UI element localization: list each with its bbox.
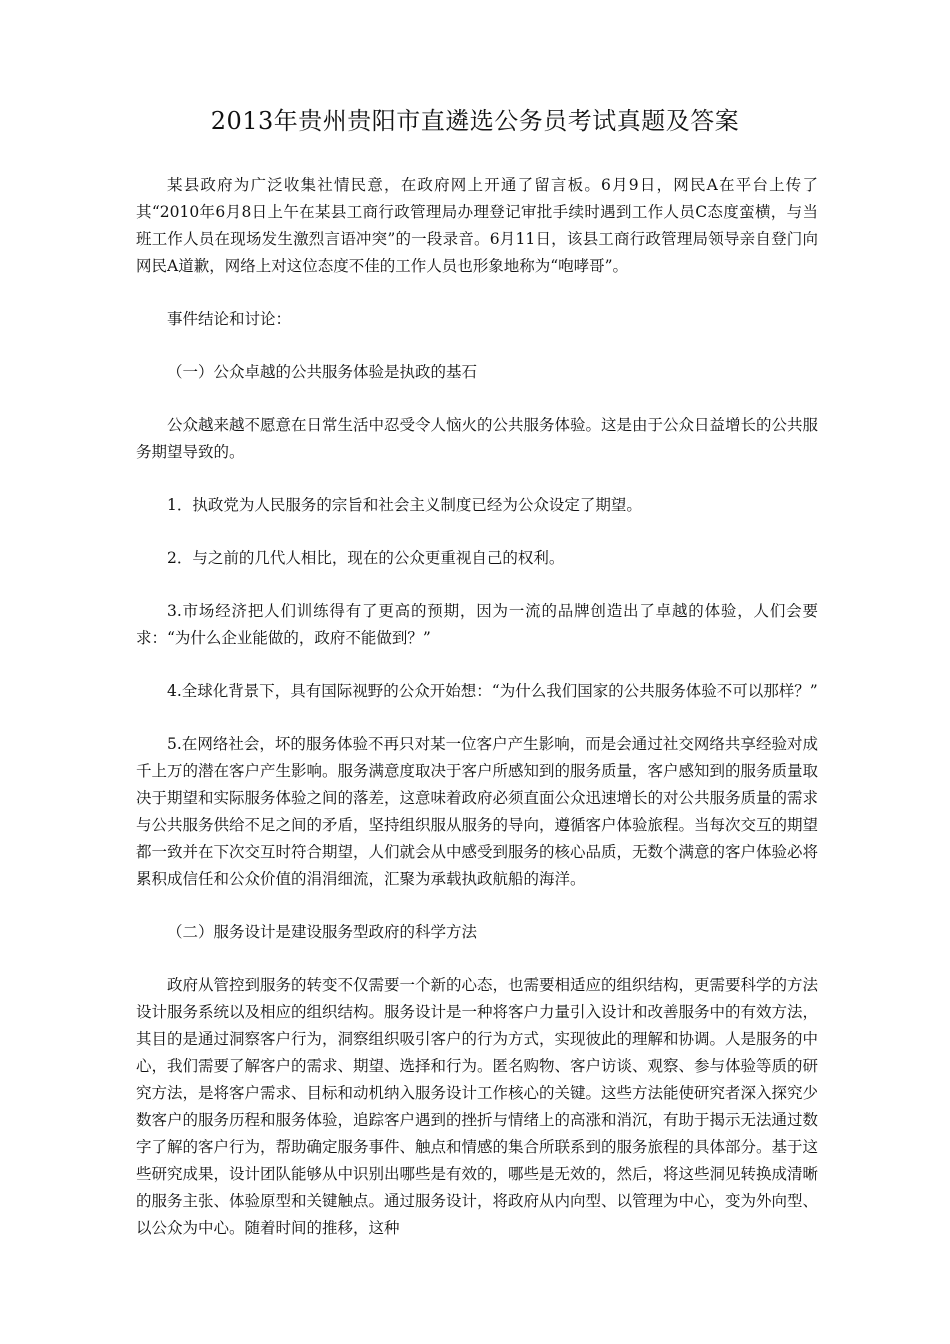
paragraph-gap [136,946,818,972]
paragraph-gap [136,893,818,919]
paragraph-gap [136,519,818,545]
paragraph-gap [136,386,818,412]
section-heading-2: （二）服务设计是建设服务型政府的科学方法 [167,923,478,941]
list-item-1: 1．执政党为人民服务的宗旨和社会主义制度已经为公众设定了期望。 [167,496,642,514]
paragraph-gap [136,466,818,492]
list-item-3: 3.市场经济把人们训练得有了更高的预期，因为一流的品牌创造出了卓越的体验，人们会要求：“为什么企业能做的，政府不能做到？” [136,602,818,647]
paragraph-gap [136,572,818,598]
paragraph-gap [136,280,818,306]
paragraph-gap [136,333,818,359]
list-item-5: 5.在网络社会，坏的服务体验不再只对某一位客户产生影响，而是会通过社交网络共享经验对成千上万的潜在客户产生影响。服务满意度取决于客户所感知到的服务质量，客户感知到的服务质量取决于期望和实际服务体验之间的落差，这意味着政府必须直面公众迅速增长的对公共服务质量的需求与公共服务供给不足之间的矛盾，坚持组织服从服务的导向，遵循客户体验旅程。当每次交互的期望都一致并在下次交互时符合期望，人们就会从中感受到服务的核心品质，无数个满意的客户体验必将累积成信任和公众价值的涓涓细流，汇聚为承载执政航船的海洋。 [136,735,819,888]
paragraph-service-design: 政府从管控到服务的转变不仅需要一个新的心态，也需要相适应的组织结构，更需要科学的方法设计服务系统以及相应的组织结构。服务设计是一种将客户力量引入设计和改善服务中的有效方法，其目的是通过洞察客户行为，洞察组织吸引客户的行为方式，实现彼此的理解和协调。人是服务的中心，我们需要了解客户的需求、期望、选择和行为。匿名购物、客户访谈、观察、参与体验等质的研究方法，是将客户需求、目标和动机纳入服务设计工作核心的关键。这些方法能使研究者深入探究少数客户的服务历程和服务体验，追踪客户遇到的挫折与情绪上的高涨和消沉，有助于揭示无法通过数字了解的客户行为，帮助确定服务事件、触点和情感的集合所联系到的服务旅程的具体部分。基于这些研究成果，设计团队能够从中识别出哪些是有效的，哪些是无效的，然后，将这些洞见转换成清晰的服务主张、体验原型和关键触点。通过服务设计，将政府从内向型、以管理为中心，变为外向型、以公众为中心。随着时间的推移，这种 [136,976,819,1237]
section-heading-1: （一）公众卓越的公共服务体验是执政的基石 [167,363,478,381]
paragraph-conclusion-heading: 事件结论和讨论： [167,310,292,328]
list-item-4: 4.全球化背景下，具有国际视野的公众开始想：“为什么我们国家的公共服务体验不可以那样？” [167,682,818,700]
paragraph-public-expectation: 公众越来越不愿意在日常生活中忍受令人恼火的公共服务体验。这是由于公众日益增长的公共服务期望导致的。 [136,416,819,461]
paragraph-gap [136,705,818,731]
paragraph-gap [136,652,818,678]
paragraph-intro: 某县政府为广泛收集社情民意，在政府网上开通了留言板。6月9日，网民A在平台上传了其“2010年6月8日上午在某县工商行政管理局办理登记审批手续时遇到工作人员C态度蛮横，与当班工作人员在现场发生激烈言语冲突”的一段录音。6月11日，该县工商行政管理局领导亲自登门向网民A道歉，网络上对这位态度不佳的工作人员也形象地称为“咆哮哥”。 [136,176,818,275]
list-item-2: 2．与之前的几代人相比，现在的公众更重视自己的权利。 [167,549,565,567]
document-body [136,172,818,1242]
document-title: 2013年贵州贵阳市直遴选公务员考试真题及答案 [210,107,740,135]
